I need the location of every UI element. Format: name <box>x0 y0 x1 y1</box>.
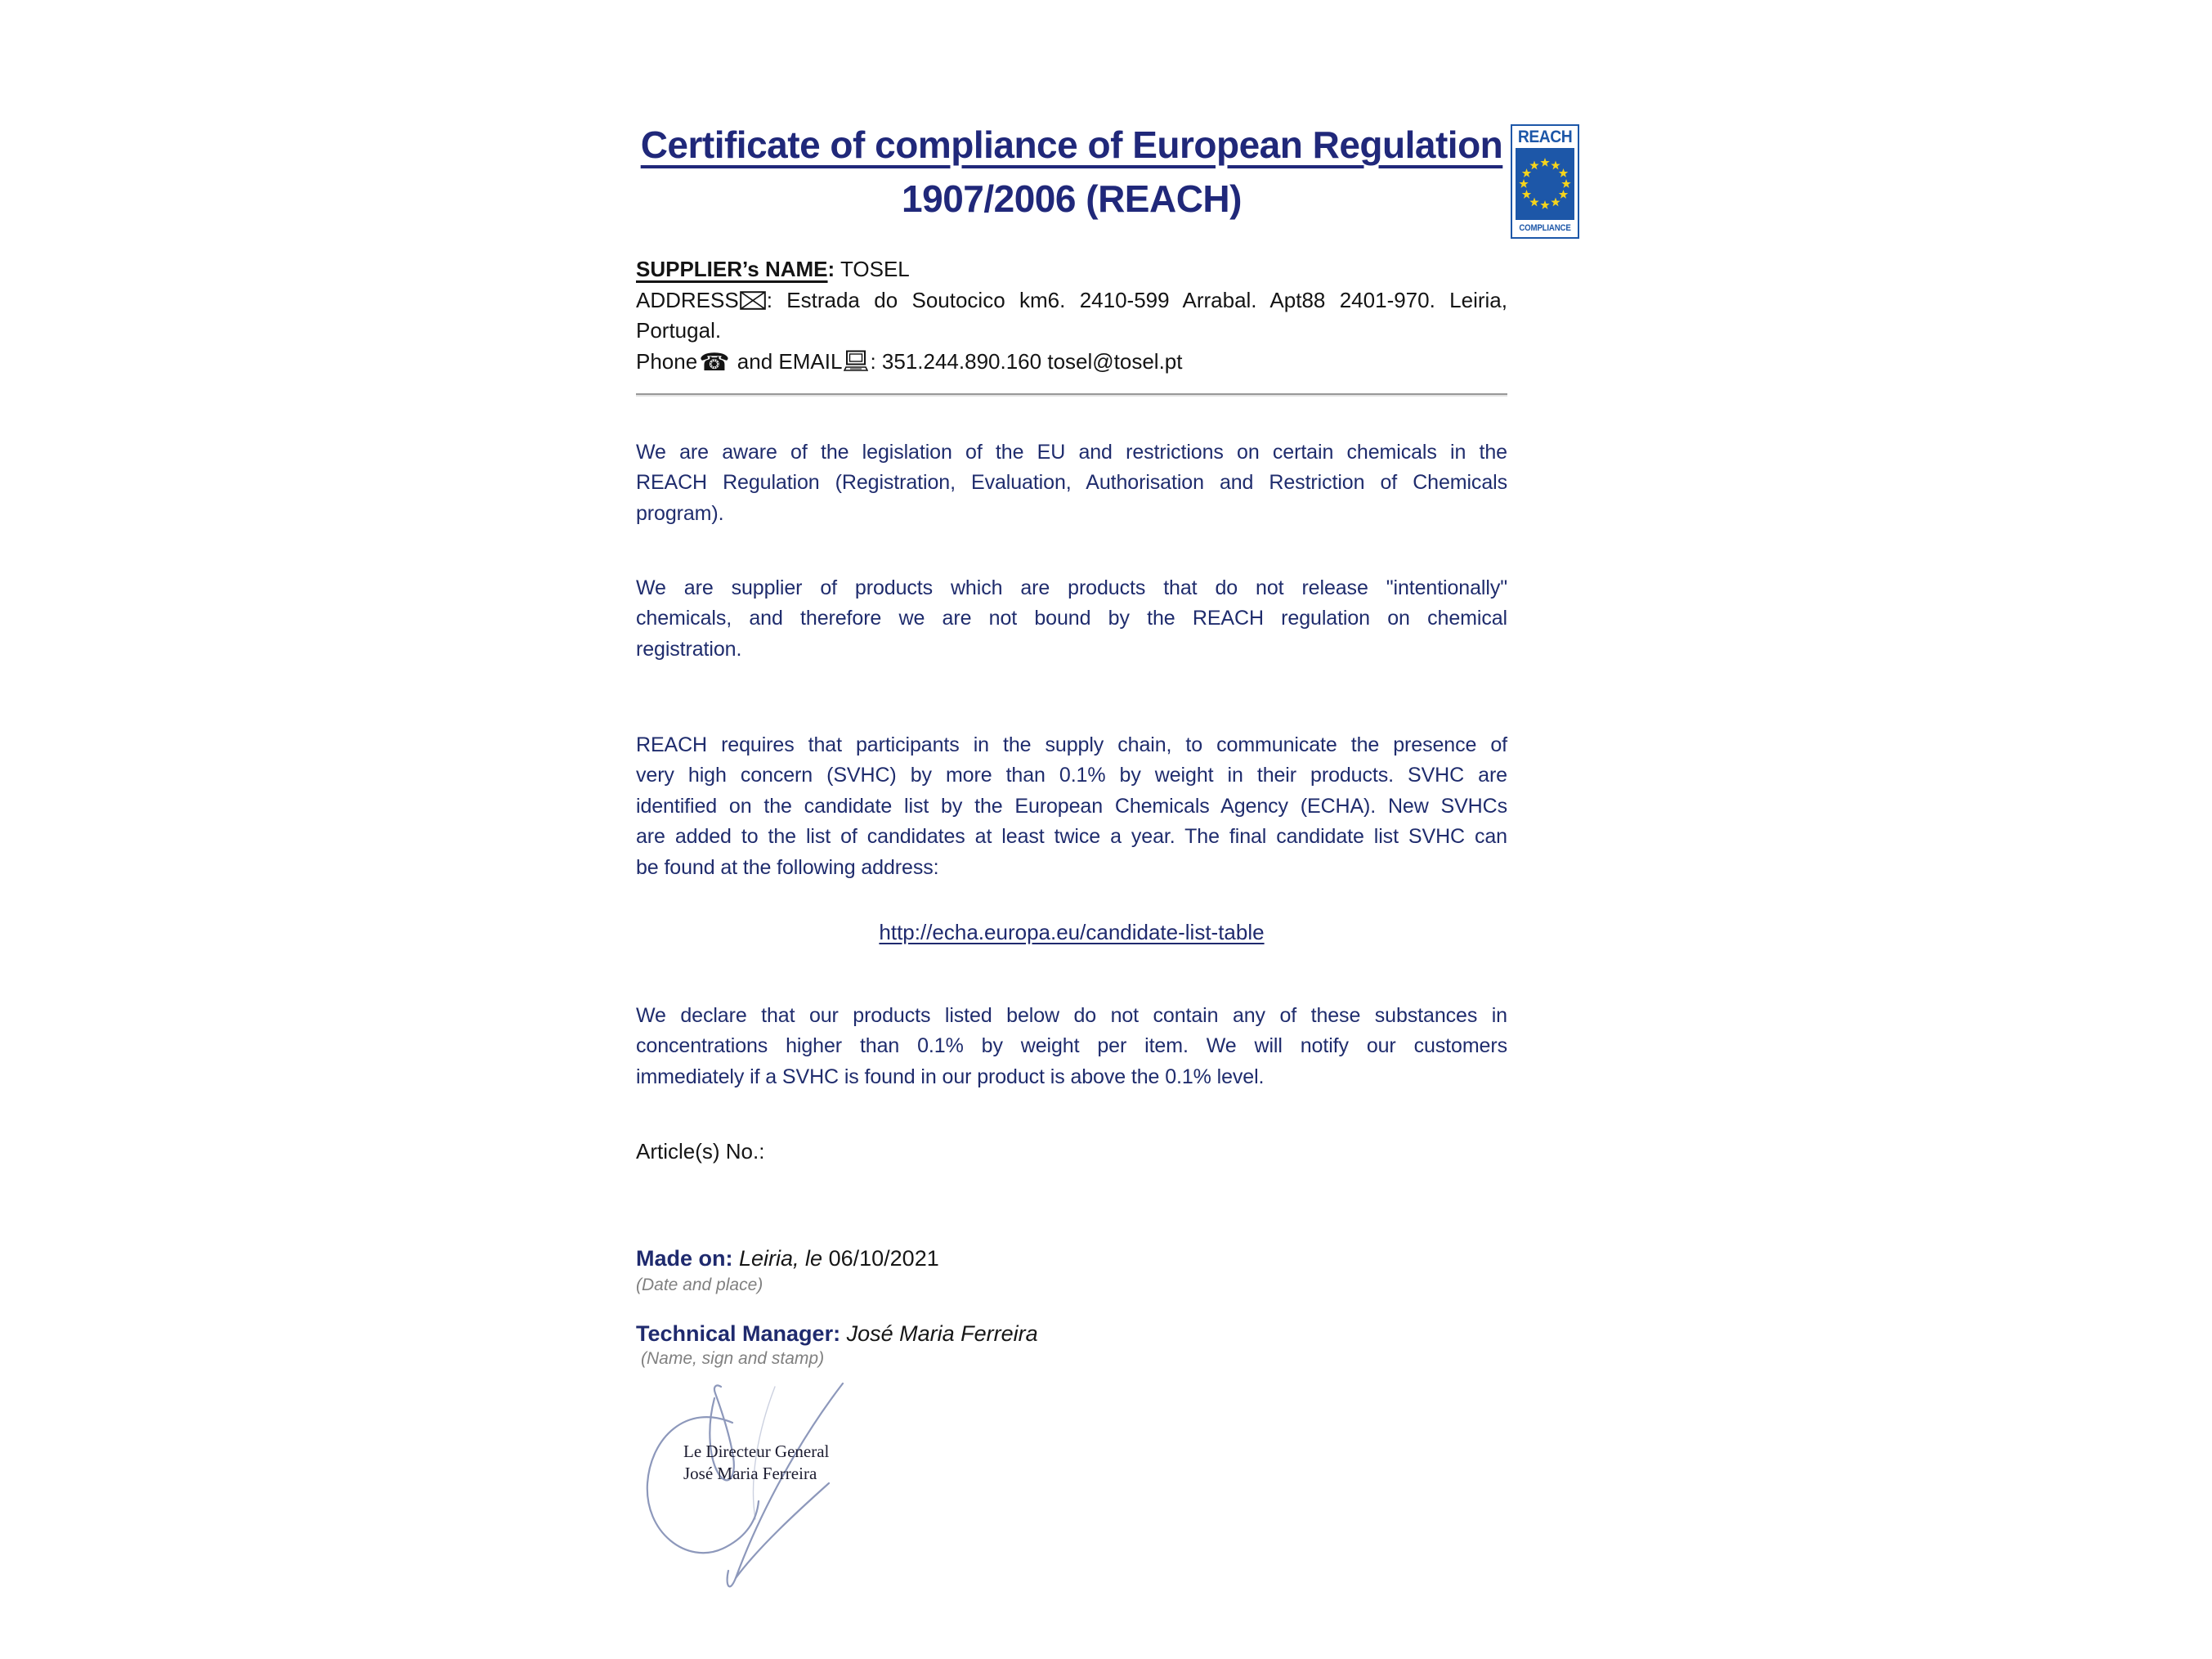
paragraph-line: REACH Regulation (Registration, Evaluation, Authorisation and Restriction of Chemicals <box>636 471 1507 495</box>
supplier-block <box>636 254 1507 378</box>
name-sign-stamp-note: (Name, sign and stamp) <box>641 1349 825 1368</box>
paragraph-line: very high concern (SVHC) by more than 0.1% by weight in their products. SVHC are <box>636 764 1507 787</box>
paragraph-line: immediately if a SVHC is found in our product is above the 0.1% level. <box>636 1065 1265 1088</box>
address-label: ADDRESS <box>636 287 739 312</box>
paragraph-line: program). <box>636 501 724 525</box>
envelope-icon <box>740 291 766 310</box>
candidate-list-link[interactable]: http://echa.europa.eu/candidate-list-table <box>879 920 1265 944</box>
reach-compliance-logo <box>1511 124 1579 239</box>
email-address: tosel@tosel.pt <box>1047 348 1183 374</box>
title-line-2: 1907/2006 (REACH) <box>902 177 1242 220</box>
paragraph-line: We are supplier of products which are products that do not release "intentionally" <box>636 576 1507 599</box>
address-value-part2: Portugal. <box>636 318 722 343</box>
paragraph-line: registration. <box>636 637 742 661</box>
address-value-part1: Estrada do Soutocico km6. 2410-599 Arrabal. Apt88 2401-970. Leiria, <box>786 287 1507 312</box>
supplier-name-line <box>636 254 1507 285</box>
supplier-name-label: SUPPLIER’s NAME <box>636 257 828 281</box>
paragraph-declaration <box>636 1001 1507 1092</box>
made-on-label: Made on: <box>636 1246 733 1271</box>
technical-manager-name: José Maria Ferreira <box>846 1321 1038 1346</box>
paragraph-svhc-requirements <box>636 730 1507 883</box>
paragraph-line: concentrations higher than 0.1% by weight per item. We will notify our customers <box>636 1034 1507 1058</box>
technical-manager-label: Technical Manager: <box>636 1321 841 1346</box>
supplier-name-value: TOSEL <box>840 257 910 281</box>
made-on-date: 06/10/2021 <box>828 1246 939 1271</box>
title-line-1: Certificate of compliance of European Regulation <box>640 123 1503 166</box>
compliance-logo-word: COMPLIANCE <box>1519 223 1571 233</box>
candidate-list-link-row <box>636 917 1507 948</box>
paragraph-line: be found at the following address: <box>636 855 939 879</box>
paragraph-line: chemicals, and therefore we are not bound by the REACH regulation on chemical <box>636 607 1507 630</box>
made-on-place: Leiria, le <box>739 1246 823 1271</box>
address-colon: : <box>766 287 772 312</box>
reach-logo-word: REACH <box>1517 128 1573 146</box>
computer-icon <box>844 350 868 372</box>
article-number-label: Article(s) No.: <box>636 1139 765 1164</box>
contact-colon: : <box>870 348 876 374</box>
paragraph-line: identified on the candidate list by the European Chemicals Agency (ECHA). New SVHCs <box>636 794 1507 818</box>
paragraph-awareness <box>636 437 1507 529</box>
technical-manager-line <box>636 1321 1038 1347</box>
certificate-document <box>636 0 1507 1659</box>
stamp-text <box>683 1441 829 1485</box>
section-divider <box>636 393 1507 397</box>
supplier-contact-line <box>636 347 1507 379</box>
supplier-name-colon: : <box>827 257 835 281</box>
page-title <box>636 118 1507 226</box>
paragraph-line: REACH requires that participants in the supply chain, to communicate the presence of <box>636 733 1507 756</box>
date-place-note: (Date and place) <box>636 1276 763 1294</box>
paragraph-supplier-statement <box>636 573 1507 665</box>
stamp-line-2: José Maria Ferreira <box>683 1464 817 1483</box>
and-email-label: and EMAIL <box>737 348 843 374</box>
paragraph-line: We declare that our products listed below do not contain any of these substances in <box>636 1004 1507 1027</box>
paragraph-line: are added to the list of candidates at least twice a year. The final candidate list SVHC can <box>636 825 1507 849</box>
phone-label: Phone <box>636 348 698 374</box>
phone-number: 351.244.890.160 <box>881 348 1042 374</box>
supplier-address-line <box>636 285 1507 316</box>
made-on-line <box>636 1246 939 1271</box>
stamp-line-1: Le Directeur General <box>683 1442 830 1461</box>
phone-icon: ☎ <box>699 347 730 377</box>
eu-stars-icon <box>1516 148 1574 220</box>
signature-scribble <box>636 1380 917 1596</box>
paragraph-line: We are aware of the legislation of the EU and restrictions on certain chemicals in the <box>636 441 1507 464</box>
